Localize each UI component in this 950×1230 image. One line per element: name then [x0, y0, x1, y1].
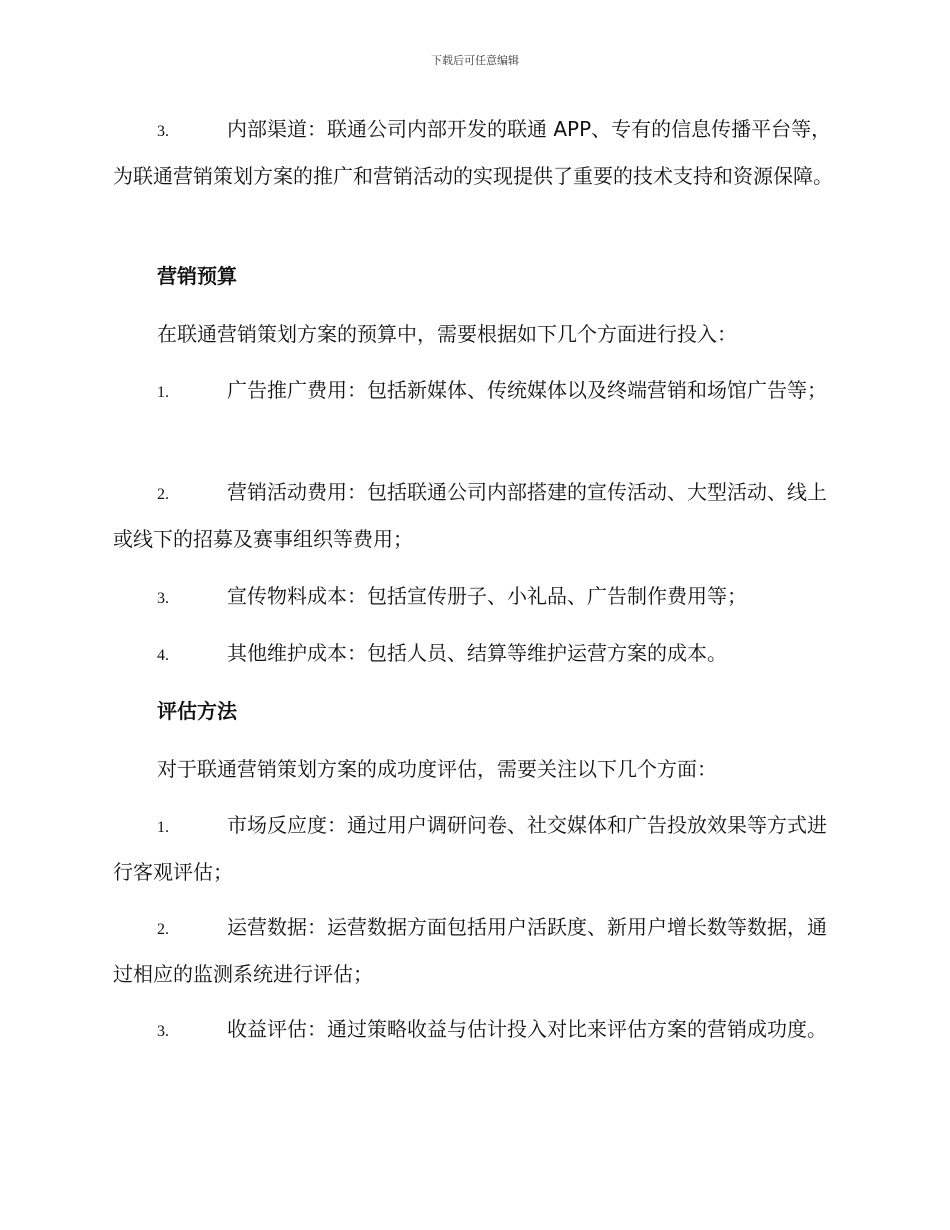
list-item-activity-cost: [113, 470, 838, 562]
paragraph-evaluation-intro: [113, 755, 838, 783]
list-item-market-response: [113, 803, 838, 895]
paragraph-budget-intro: [113, 320, 838, 348]
list-item-material-cost: [113, 582, 838, 613]
list-item-revenue-evaluation: [113, 1007, 838, 1054]
list-number: 3.: [157, 123, 169, 140]
list-item-text: 内部渠道：联通公司内部开发的联通 APP、专有的信息传播平台等，为联通营销策划方案的推广和营销活动的实现提供了重要的技术支持和资源保障。: [113, 117, 833, 188]
list-number: 2.: [157, 921, 169, 938]
list-number: 3.: [157, 1023, 169, 1040]
list-number: 4.: [157, 647, 169, 664]
list-item-text: 营销活动费用：包括联通公司内部搭建的宣传活动、大型活动、线上或线下的招募及赛事组织等费用；: [113, 480, 827, 551]
paragraph-text: 对于联通营销策划方案的成功度评估，需要关注以下几个方面：: [157, 757, 717, 781]
page-header: 下载后可任意编辑: [431, 54, 519, 67]
list-item-text: 其他维护成本：包括人员、结算等维护运营方案的成本。: [227, 641, 727, 665]
list-number: 1.: [157, 819, 169, 836]
list-item-text: 收益评估：通过策略收益与估计投入对比来评估方案的营销成功度。: [227, 1017, 827, 1041]
list-item-maintenance-cost: [113, 639, 838, 670]
list-item-text: 市场反应度：通过用户调研问卷、社交媒体和广告投放效果等方式进行客观评估；: [113, 813, 827, 884]
list-number: 3.: [157, 590, 169, 607]
section-heading-evaluation: 评估方法: [157, 699, 237, 723]
paragraph-text: 在联通营销策划方案的预算中，需要根据如下几个方面进行投入：: [157, 322, 737, 346]
section-heading-budget: 营销预算: [157, 264, 237, 288]
list-item-text: 宣传物料成本：包括宣传册子、小礼品、广告制作费用等；: [227, 584, 747, 608]
list-item-text: 广告推广费用：包括新媒体、传统媒体以及终端营销和场馆广告等；: [227, 378, 827, 402]
list-item-text: 运营数据：运营数据方面包括用户活跃度、新用户增长数等数据，通过相应的监测系统进行评估；: [113, 915, 827, 986]
list-item-operating-data: [113, 905, 838, 997]
list-number: 2.: [157, 486, 169, 503]
list-number: 1.: [157, 384, 169, 401]
list-item-ad-cost: [113, 368, 838, 415]
list-item-internal-channels: [113, 107, 838, 199]
